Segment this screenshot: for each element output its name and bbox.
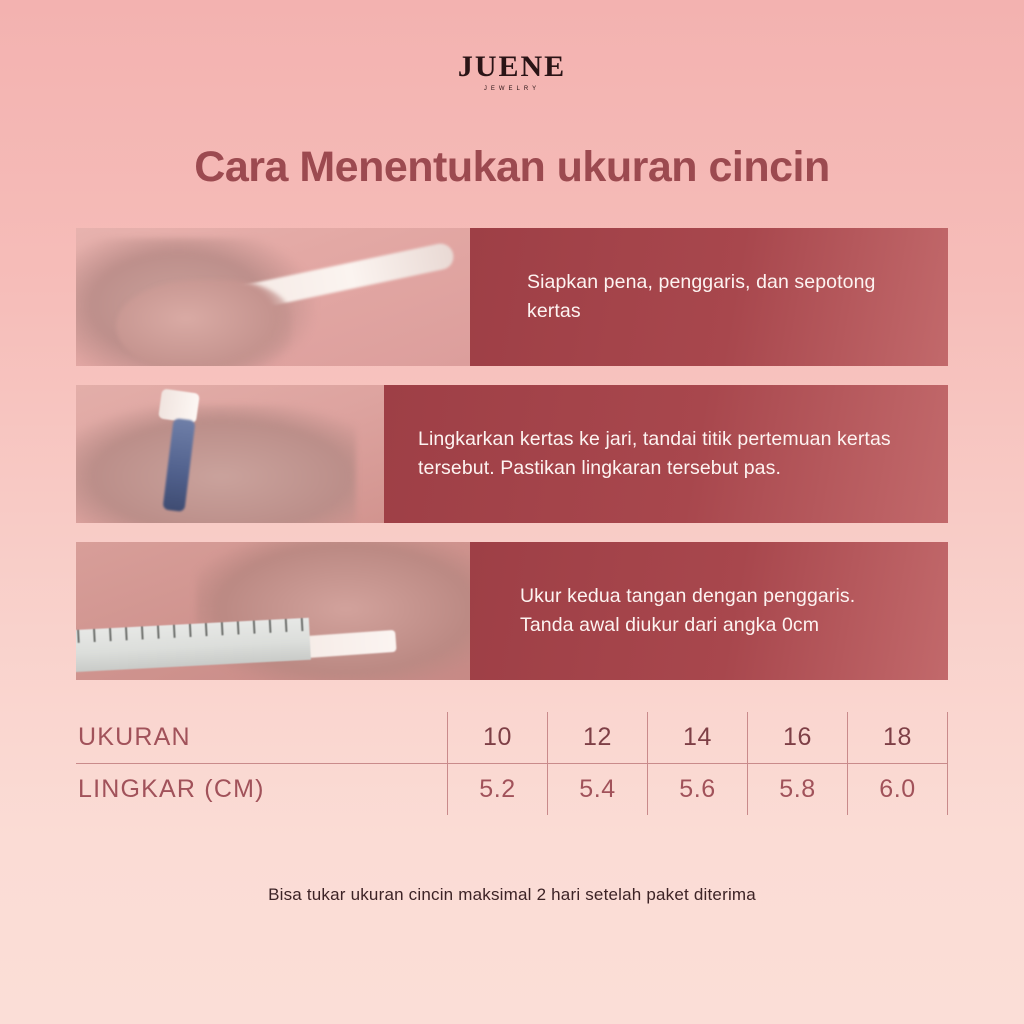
table-cell: 16 <box>748 712 848 764</box>
table-cell: 18 <box>848 712 948 764</box>
table-cell: 12 <box>548 712 648 764</box>
footer-note: Bisa tukar ukuran cincin maksimal 2 hari setelah paket diterima <box>268 885 756 905</box>
table-row <box>76 712 948 764</box>
step-caption: Siapkan pena, penggaris, dan sepotong kertas <box>470 228 948 366</box>
table-cell: 10 <box>448 712 548 764</box>
list-item <box>76 228 948 366</box>
table-cell: 6.0 <box>848 764 948 816</box>
brand-logo <box>0 0 1024 92</box>
row-label: LINGKAR (CM) <box>78 775 265 804</box>
measuring-paper-with-ruler-photo <box>76 542 470 680</box>
list-item <box>76 542 948 680</box>
hand-holding-paper-strip-photo <box>76 228 470 366</box>
table-cell: 14 <box>648 712 748 764</box>
step-caption: Ukur kedua tangan dengan penggaris. Tanda awal diukur dari angka 0cm <box>470 542 948 680</box>
page-title: Cara Menentukan ukuran cincin <box>194 143 830 191</box>
wrapping-paper-around-finger-photo <box>76 385 384 523</box>
steps-list <box>76 228 948 680</box>
row-label: UKURAN <box>76 712 448 764</box>
brand-wordmark: JUENE <box>457 50 567 83</box>
table-cell: 5.2 <box>448 764 548 816</box>
step-caption: Lingkarkan kertas ke jari, tandai titik pertemuan kertas tersebut. Pastikan lingkaran tersebut pas. <box>384 385 948 523</box>
table-cell: 5.6 <box>648 764 748 816</box>
table-cell: 5.8 <box>748 764 848 816</box>
table-row <box>76 764 948 816</box>
list-item <box>76 385 948 523</box>
size-table <box>76 712 948 815</box>
brand-tagline: JEWELRY <box>483 86 541 92</box>
table-cell: 5.4 <box>548 764 648 816</box>
